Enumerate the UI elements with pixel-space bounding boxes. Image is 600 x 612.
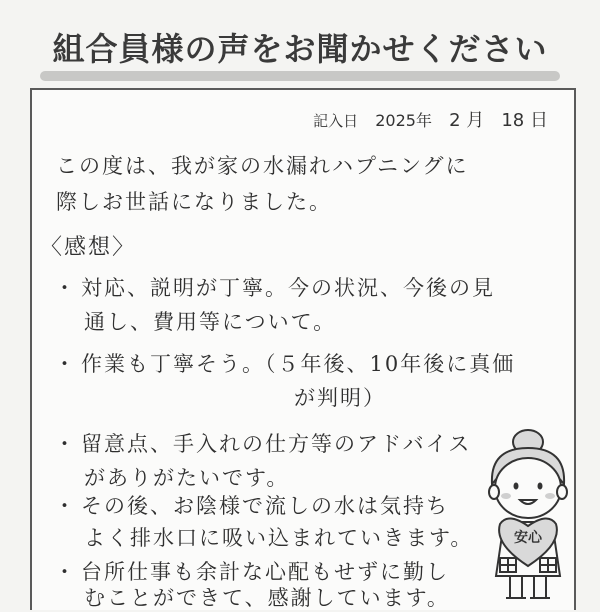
bullet-4-line-1 xyxy=(54,490,449,520)
bullet-mark: ・ xyxy=(54,560,77,584)
intro-line-2: 際しお世話になりました。 xyxy=(56,190,332,214)
entry-date xyxy=(313,106,548,132)
bullet-mark: ・ xyxy=(54,352,77,376)
bullet-mark: ・ xyxy=(54,432,77,456)
bullet-text: 台所仕事も余計な心配もせずに勤し xyxy=(81,560,449,584)
impressions-heading: 〈感想〉 xyxy=(40,235,137,260)
title-underline xyxy=(40,71,560,81)
date-day: 18 日 xyxy=(501,110,548,131)
date-label: 記入日 xyxy=(313,112,359,130)
bullet-4-line-2: よく排水口に吸い込まれていきます。 xyxy=(84,526,474,550)
bullet-text: その後、お陰様で流しの水は気持ち xyxy=(81,494,449,518)
bullet-3-line-2: がありがたいです。 xyxy=(84,466,290,490)
bullet-mark: ・ xyxy=(54,276,77,300)
date-year: 2025年 xyxy=(375,111,432,130)
intro-line-1: この度は、我が家の水漏れハプニングに xyxy=(56,154,469,178)
bullet-5-line-2: むことができて、感謝しています。 xyxy=(84,586,450,610)
mascot-illustration xyxy=(470,426,586,611)
face xyxy=(495,458,561,518)
bullet-text: 留意点、手入れの仕方等のアドバイス xyxy=(81,432,472,456)
bullet-2-line-1 xyxy=(54,348,515,378)
heart-text: 安心 xyxy=(514,530,542,546)
page-title: 組合員様の声をお聞かせください xyxy=(52,30,548,68)
bullet-text: 作業も丁寧そう。（５年後、10年後に真価 xyxy=(81,352,516,376)
bullet-mark: ・ xyxy=(54,494,77,518)
date-month: 2 月 xyxy=(449,110,485,131)
bullet-1-line-1 xyxy=(54,272,495,302)
bullet-3-line-1 xyxy=(54,428,471,458)
bullet-1-line-2: 通し、費用等について。 xyxy=(84,310,337,334)
bullet-text: 対応、説明が丁寧。今の状況、今後の見 xyxy=(81,276,495,300)
bullet-2-line-2: が判明） xyxy=(294,386,386,410)
